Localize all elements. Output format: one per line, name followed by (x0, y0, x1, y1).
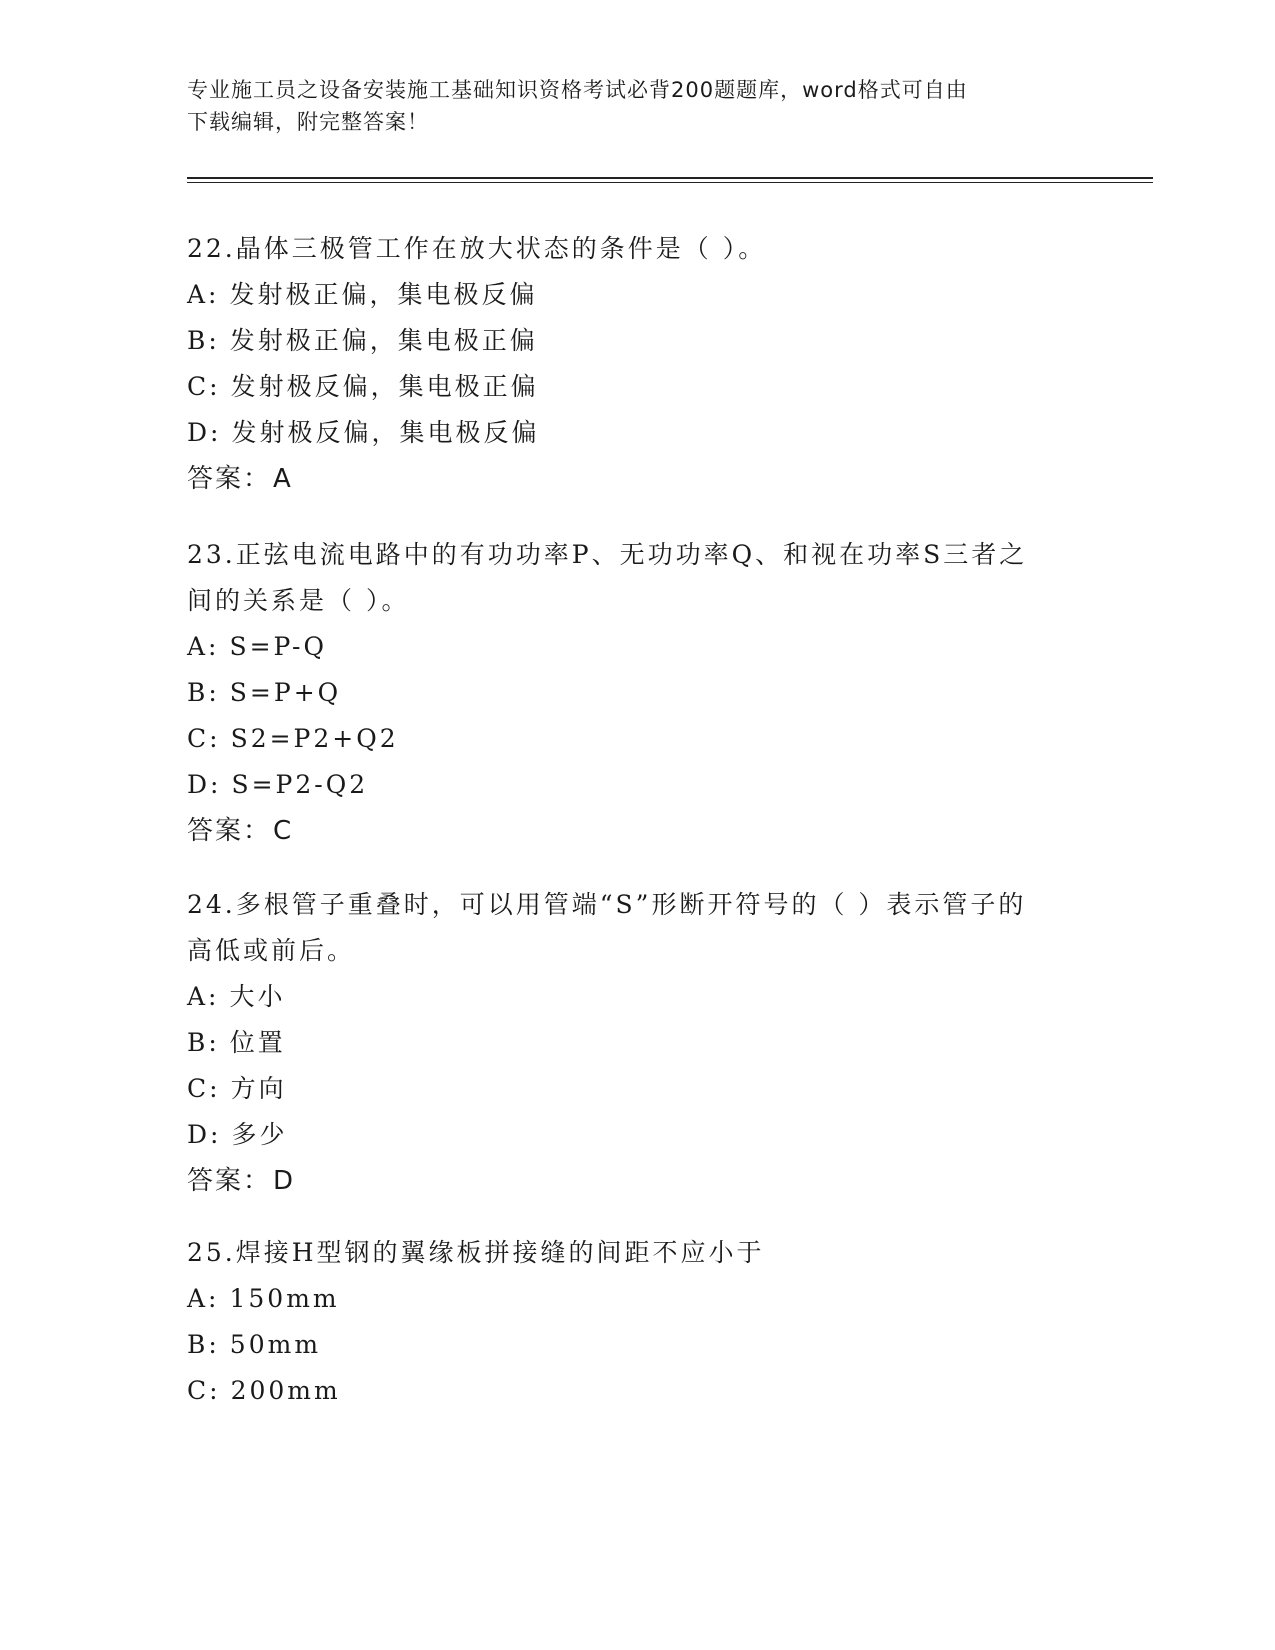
answer-label: 答案： (187, 1166, 272, 1196)
option-key: D: (187, 1120, 222, 1149)
option-d (187, 1112, 1087, 1158)
option-text: 大小 (229, 982, 286, 1011)
answer-line (187, 808, 1087, 854)
option-text: S=P+Q (229, 678, 342, 707)
option-b (187, 318, 1087, 364)
question-23 (187, 532, 1087, 854)
option-text: 位置 (229, 1028, 286, 1057)
header-line-1: 专业施工员之设备安装施工基础知识资格考试必背200题题库，word格式可自由 (187, 78, 968, 102)
option-text: S=P-Q (229, 632, 327, 661)
question-stem-line: 间的关系是（ ）。 (187, 586, 410, 615)
option-text: S2=P2+Q2 (230, 724, 399, 753)
option-key: B: (187, 1330, 220, 1359)
option-d (187, 410, 1087, 456)
option-key: D: (187, 418, 222, 447)
option-key: A: (187, 280, 220, 309)
header-divider-top (187, 177, 1153, 179)
answer-line (187, 1158, 1087, 1204)
question-stem (187, 532, 1087, 624)
question-stem-line: 23.正弦电流电路中的有功功率P、无功功率Q、和视在功率S三者之 (187, 540, 1028, 569)
option-a (187, 974, 1087, 1020)
question-stem (187, 226, 1087, 272)
document-header (187, 74, 1087, 138)
option-a (187, 624, 1087, 670)
option-text: 发射极正偏，集电极反偏 (229, 280, 538, 309)
option-key: B: (187, 1028, 220, 1057)
question-stem (187, 882, 1087, 974)
option-key: D: (187, 770, 222, 799)
option-b (187, 1322, 1087, 1368)
option-c (187, 364, 1087, 410)
option-key: C: (187, 724, 221, 753)
answer-value: D (273, 1166, 296, 1196)
option-b (187, 670, 1087, 716)
option-a (187, 272, 1087, 318)
header-line-2: 下载编辑，附完整答案！ (187, 110, 429, 134)
option-text: 多少 (231, 1120, 288, 1149)
option-text: 发射极正偏，集电极正偏 (229, 326, 538, 355)
question-stem-line: 22.晶体三极管工作在放大状态的条件是（ ）。 (187, 234, 767, 263)
question-24 (187, 882, 1087, 1204)
option-text: 200mm (230, 1376, 341, 1405)
option-key: A: (187, 632, 220, 661)
header-divider-bottom (187, 182, 1153, 183)
option-key: C: (187, 372, 221, 401)
option-c (187, 716, 1087, 762)
option-c (187, 1368, 1087, 1414)
option-text: 发射极反偏，集电极反偏 (231, 418, 540, 447)
option-key: C: (187, 1074, 221, 1103)
option-key: B: (187, 678, 220, 707)
question-stem-line: 高低或前后。 (187, 936, 356, 965)
option-text: 150mm (229, 1284, 340, 1313)
option-text: 50mm (229, 1330, 322, 1359)
question-stem-line: 25.焊接H型钢的翼缘板拼接缝的间距不应小于 (187, 1238, 765, 1267)
option-key: A: (187, 1284, 220, 1313)
answer-value: A (273, 464, 293, 494)
option-key: A: (187, 982, 220, 1011)
question-stem (187, 1230, 1087, 1276)
answer-label: 答案： (187, 464, 272, 494)
option-b (187, 1020, 1087, 1066)
question-25 (187, 1230, 1087, 1414)
option-text: 方向 (230, 1074, 287, 1103)
question-stem-line: 24.多根管子重叠时，可以用管端“S”形断开符号的（ ）表示管子的 (187, 890, 1027, 919)
answer-line (187, 456, 1087, 502)
option-text: 发射极反偏，集电极正偏 (230, 372, 539, 401)
option-key: B: (187, 326, 220, 355)
option-a (187, 1276, 1087, 1322)
question-22 (187, 226, 1087, 502)
answer-label: 答案： (187, 816, 272, 846)
option-text: S=P2-Q2 (231, 770, 369, 799)
option-key: C: (187, 1376, 221, 1405)
option-d (187, 762, 1087, 808)
answer-value: C (273, 816, 294, 846)
option-c (187, 1066, 1087, 1112)
